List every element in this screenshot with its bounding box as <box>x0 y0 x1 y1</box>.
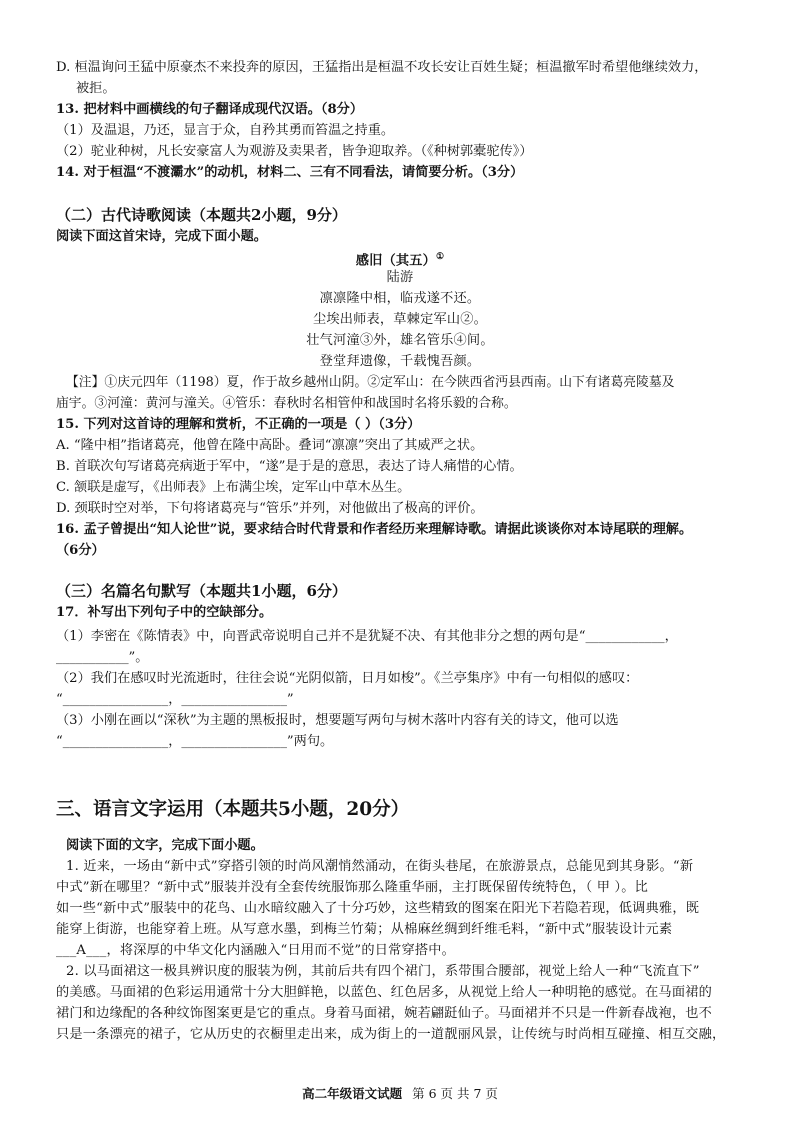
poem-title-text: 感旧（其五） <box>355 253 437 269</box>
passage-p2-line3: 裙门和边缘配的各种纹饰图案更是它的重点。身着马面裙，婉若翩跹仙子。马面裙并不只是一件新春战袍，也不 <box>56 1006 712 1021</box>
q17-title: 17．补写出下列句子中的空缺部分。 <box>56 605 273 620</box>
section3-title: （三）名篇名句默写（本题共1小题，6分） <box>56 582 347 600</box>
poem-notes-line1: 【注】①庆元四年（1198）夏，作于故乡越州山阴。②定军山：在今陕西省沔县西南。山下有诸葛亮陵墓及 <box>66 375 675 390</box>
footer-subject: 高二年级语文试题 <box>302 1086 403 1101</box>
q16-line2: （6分） <box>56 543 105 558</box>
part3-title: 三、语言文字运用（本题共5小题，20分） <box>56 799 410 820</box>
passage-p2-line1: 2. 以马面裙这一极具辨识度的服装为例，其前后共有四个裙门，系带围合腰部，视觉上给人一种“飞流直下” <box>66 964 700 979</box>
poem-line-1: 凛凛隆中相，临戎遂不还。 <box>319 291 481 306</box>
poem-line-3: 壮气河潼③外，雄名管乐④间。 <box>306 333 494 348</box>
q17-part2-line2: “________________，________________” <box>56 692 294 707</box>
passage-p2-line4: 只是一条漂亮的裙子，它从历史的衣橱里走出来，成为街上的一道靓丽风景，让传统与时尚相互碰撞、相互交融， <box>56 1027 726 1042</box>
section2-instruction: 阅读下面这首宋诗，完成下面小题。 <box>56 229 267 244</box>
q13-sentence-2: （2）驼业种树，凡长安豪富人为观游及卖果者，皆争迎取养。（《种树郭橐驼传》） <box>56 144 533 159</box>
footer-page-number: 第 6 页 共 7 页 <box>412 1086 498 1101</box>
q17-part1-line1: （1）李密在《陈情表》中，向晋武帝说明自己并不是犹疑不决、有其他非分之想的两句是“____________， <box>56 629 678 644</box>
q13-title: 13. 把材料中画横线的句子翻译成现代汉语。（8分） <box>56 102 364 117</box>
part3-instruction: 阅读下面的文字，完成下面小题。 <box>66 838 264 853</box>
q15-option-a: A. “隆中相”指诸葛亮，他曾在隆中高卧。叠词“凛凛”突出了其威严之状。 <box>56 438 484 453</box>
page-footer <box>0 1084 800 1102</box>
passage-p1-line3: 如一些“新中式”服装中的花鸟、山水暗纹融入了十分巧妙，这些精致的图案在阳光下若隐若现，低调典雅，既 <box>56 901 700 916</box>
q17-part1-line2: ___________”。 <box>56 650 149 665</box>
q12-option-d-line2: 被拒。 <box>76 81 116 96</box>
poem-line-4: 登堂拜遗像，千载愧吾颜。 <box>319 354 481 369</box>
poem-note-mark: ① <box>436 252 445 262</box>
q17-part2-line1: （2）我们在感叹时光流逝时，往往会说“光阴似箭，日月如梭”。《兰亭集序》中有一句相似的感叹： <box>56 671 639 686</box>
poem-notes-line2: 庙宇。③河潼：黄河与潼关。④管乐：春秋时名相管仲和战国时名将乐毅的合称。 <box>56 396 517 411</box>
passage-p1-line2: 中式”新在哪里？“新中式”服装并没有全套传统服饰那么隆重华丽，主打既保留传统特色，（ 甲 ）。比 <box>56 880 649 895</box>
passage-p1-line1: 1. 近来，一场由“新中式”穿搭引领的时尚风潮悄然涌动，在街头巷尾，在旅游景点，总能见到其身影。“新 <box>66 859 694 874</box>
passage-p1-line4: 能穿上街游，也能穿着上班。从写意水墨，到梅兰竹菊；从棉麻丝绸到纤维毛料，“新中式”服装设计元素 <box>56 922 673 937</box>
q14-title: 14. 对于桓温“不渡灞水”的动机，材料二、三有不同看法，请简要分析。（3分） <box>56 165 524 180</box>
q15-option-d: D. 颈联时空对举，下句将诸葛亮与“管乐”并列，对他做出了极高的评价。 <box>56 501 484 516</box>
q13-sentence-1: （1）及温退，乃还，显言于众，自矜其勇而笞温之持重。 <box>56 123 395 138</box>
q17-part3-line2: “________________，________________”两句。 <box>56 734 334 749</box>
q16-line1: 16. 孟子曾提出“知人论世”说，要求结合时代背景和作者经历来理解诗歌。请据此谈谈你对本诗尾联的理解。 <box>56 522 693 537</box>
q15-title: 15. 下列对这首诗的理解和赏析，不正确的一项是（ ）（3分） <box>56 417 421 432</box>
q12-option-d-line1: D. 桓温询问王猛中原豪杰不来投奔的原因，王猛指出是桓温不攻长安让百姓生疑；桓温撤军时希望他继续效力， <box>56 60 708 75</box>
q15-option-c: C. 颔联是虚写，《出师表》上布满尘埃，定军山中草木丛生。 <box>56 480 411 495</box>
q15-option-b: B. 首联次句写诸葛亮病逝于军中，“遂”是于是的意思，表达了诗人痛惜的心情。 <box>56 459 523 474</box>
section2-title: （二）古代诗歌阅读（本题共2小题，9分） <box>56 206 347 224</box>
passage-p2-line2: 的美感。马面裙的色彩运用通常十分大胆鲜艳，以蓝色、红色居多，从视觉上给人一种明艳的感觉。在马面裙的 <box>56 985 712 1000</box>
poem-author: 陆游 <box>386 270 414 285</box>
passage-p1-line5: ___A___，将深厚的中华文化内涵融入“日用而不觉”的日常穿搭中。 <box>56 943 456 958</box>
q17-part3-line1: （3）小刚在画以“深秋”为主题的黑板报时，想要题写两句与树木落叶内容有关的诗文，他可以选 <box>56 713 619 728</box>
poem-line-2: 尘埃出师表，草棘定军山②。 <box>312 312 488 327</box>
